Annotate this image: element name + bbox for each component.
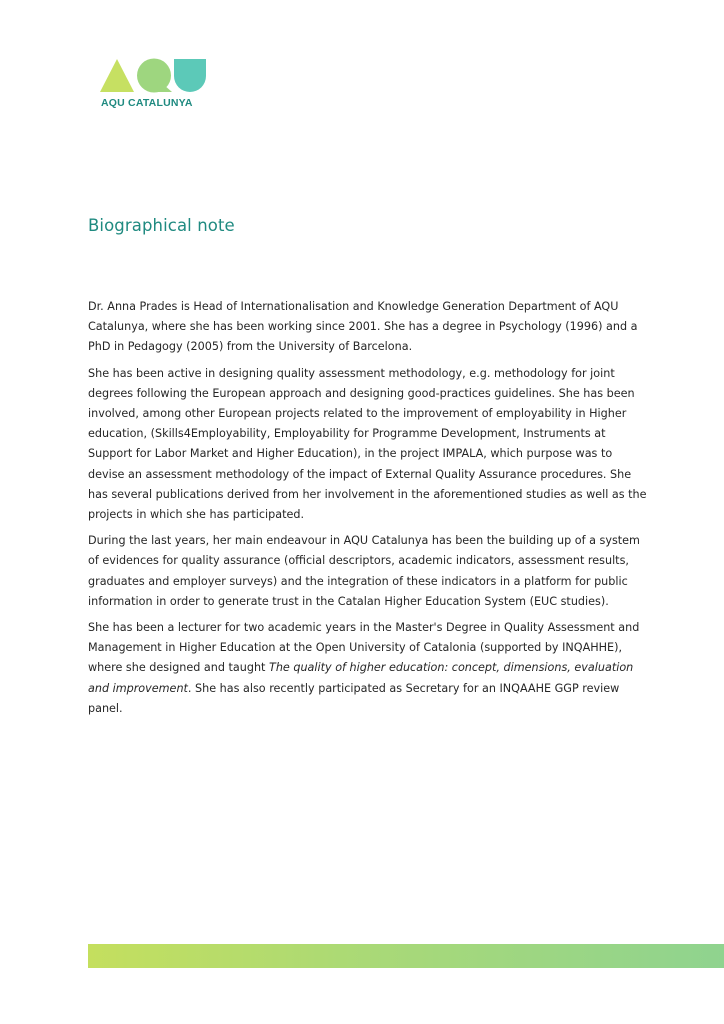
footer-gradient-bar	[88, 944, 724, 968]
logo-letter-u-shape	[174, 59, 206, 92]
paragraph-1: Dr. Anna Prades is Head of Internationalisation and Knowledge Generation Department of AQU Catalunya, where she has been working since 2001. She has a degree in Psychology (1996) and a PhD in Pedagogy (2005) from the University of Barcelona.	[88, 300, 638, 354]
logo-text: AQU CATALUNYA	[101, 97, 193, 109]
paragraph-4-text-before: She has been a lecturer for two academic years in the Master's Degree in Quality Assessment and Management in Higher Education at the Open University of Catalonia (supported by INQAHHE), where she designed and taught	[88, 621, 640, 675]
aqu-logo	[100, 58, 230, 118]
course-title-italic: The quality of higher education: concept, dimensions, evaluation and improvement	[88, 661, 634, 695]
logo-letter-a-shape	[100, 59, 134, 92]
aqu-logo-mark	[100, 58, 208, 94]
paragraph-2: She has been active in designing quality assessment methodology, e.g. methodology for joint degrees following the European approach and designing good-practices guidelines. She has been involved, among other European projects related to the improvement of employability in Higher education, (Skills4Employability, Employability for Programme Development, Instruments at Support for Labor Market and Higher Education), in the project IMPALA, which purpose was to devise an assessment methodology of the impact of External Quality Assurance procedures. She has several publications derived from her involvement in the aforementioned studies as well as the projects in which she has participated.	[88, 366, 647, 522]
biography-body	[88, 297, 648, 725]
paragraph-3: During the last years, her main endeavour in AQU Catalunya has been the building up of a system of evidences for quality assurance (official descriptors, academic indicators, assessment results, graduates and employer surveys) and the integration of these indicators in a platform for public information in order to generate trust in the Catalan Higher Education System (EUC studies).	[88, 534, 640, 608]
paragraph-4	[88, 618, 648, 719]
paragraph-4-text-after: . She has also recently participated as Secretary for an INQAAHE GGP review panel.	[88, 681, 620, 715]
page-title: Biographical note	[88, 216, 235, 235]
